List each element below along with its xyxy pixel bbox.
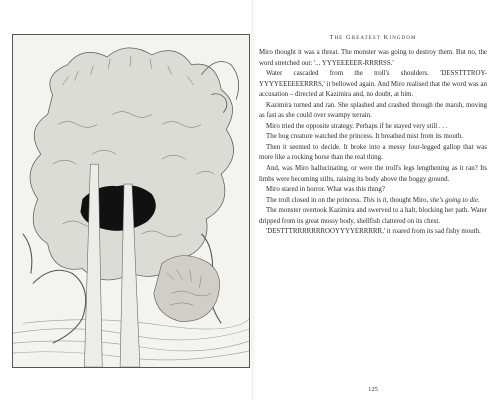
- illustration-panel: [12, 34, 250, 368]
- paragraph-9-mid: thought Miro,: [388, 196, 431, 204]
- page-number: 125: [368, 386, 378, 393]
- italic-thought-2: she's going to die.: [430, 196, 480, 204]
- text-page: [259, 34, 487, 393]
- paragraph-1: Miro thought it was a threat. The monster was going to destroy them. But no, the word stretched out: '... YYYEEEEER-RRRRSS.': [259, 49, 487, 67]
- paragraph-5: The bog creature watched the princess. It breathed mist from its mouth.: [266, 133, 463, 141]
- paragraph-10: The monster overtook Kazimira and swerved to a halt, blocking her path. Water dripped from its great mossy body, shellfish clattered on its chest.: [259, 207, 487, 225]
- paragraph-6: Then it seemed to decide. It broke into a messy four-legged gallop that was more like a rocking horse than the real thing.: [259, 143, 487, 162]
- paragraph-3: Kazimira turned and ran. She splashed and crashed through the marsh, moving as fast as she could over swampy terrain.: [259, 101, 487, 120]
- paragraph-2: Water cascaded from the troll's shoulders. 'DESSTTTROY-YYYYEEEEEERRRS,' it bellowed again. And Miro realised that the word was an accusation – directed at Kazimira and, no doubt, at him.: [259, 70, 487, 99]
- paragraph-7: And, was Miro hallucinating, or were the troll's legs lengthening as it ran? Its limbs were becoming stilts, raising its body above the boggy ground.: [259, 165, 487, 183]
- running-head: The Greatest Kingdom: [329, 34, 417, 41]
- paragraph-9-lead: The troll closed in on the princess.: [266, 196, 363, 204]
- paragraph-8: Miro stared in horror. What was this thing?: [266, 186, 385, 194]
- page-gutter-shadow: [251, 0, 257, 400]
- italic-thought-1: This is it,: [362, 196, 389, 204]
- paragraph-4: Miro tried the opposite strategy. Perhaps if he stayed very still . . .: [266, 122, 448, 130]
- forest-troll-illustration: [13, 35, 249, 367]
- paragraph-11: 'DESTTTRRRRRRROOYYYYERRRRR,' it roared from its sad fishy mouth.: [266, 228, 481, 236]
- paragraph-9: [259, 196, 487, 207]
